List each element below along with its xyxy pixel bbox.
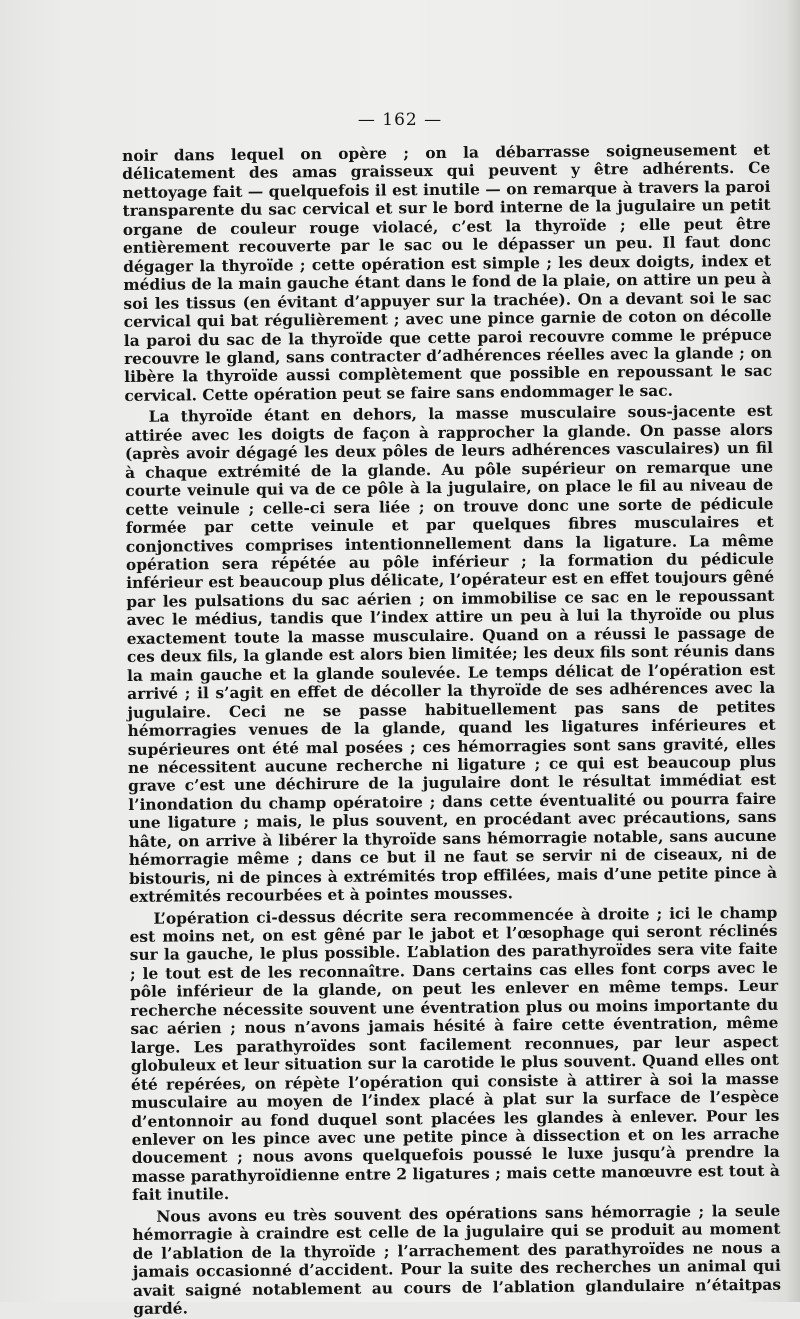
body-text bbox=[122, 141, 781, 1319]
paragraph-1: noir dans lequel on opère ; on la débarrasse soigneusement et délicatement des amas graisseux qui peuvent y être adhérents. Ce nettoyage fait — quelquefois il est inutile — on remarque à travers la paroi transparente du sac cervical et sur le bord interne de la jugulaire un petit organe de couleur rouge violacé, c’est la thyroïde ; elle peut être entièrement recouverte par le sac ou le dépasser un peu. Il faut donc dégager la thyroïde ; cette opération est simple ; les deux doigts, index et médius de la main gauche étant dans le fond de la plaie, on attire un peu à soi les tissus (en évitant d’appuyer sur la trachée). On a devant soi le sac cervical qui bat régulièrement ; avec une pince garnie de coton on décolle la paroi du sac de la thyroïde que cette paroi recouvre comme le prépuce recouvre le gland, sans contracter d’adhérences réelles avec la glande ; on libère la thyroïde aussi complètement que possible en repoussant le sac cervical. Cette opération peut se faire sans endommager le sac. bbox=[122, 140, 773, 405]
page-edge-shadow bbox=[786, 0, 800, 1302]
paragraph-4: Nous avons eu très souvent des opérations sans hémorragie ; la seule hémorragie à craindre est celle de la jugulaire qui se produit au moment de l’ablation de la thyroïde ; l’arrachement des parathyroïdes ne nous a jamais occasionné d’accident. Pour la suite des recherches un animal qui avait saigné notablement au cours de l’ablation glandulaire n’étaitpas gardé. bbox=[132, 1201, 782, 1319]
paragraph-3: L’opération ci-dessus décrite sera recommencée à droite ; ici le champ est moins net, on est gêné par le jabot et l’œsophage qui seront réclinés sur la gauche, le plus possible. L’ablation des parathyroïdes sera vite faite ; le tout est de les reconnaître. Dans certains cas elles font corps avec le pôle inférieur de la glande, on peut les enlever en même temps. Leur recherche nécessite souvent une éventration plus ou moins importante du sac aérien ; nous n’avons jamais hésité à faire cette éventration, même large. Les parathyroïdes sont facilement reconnues, par leur aspect globuleux et leur situation sur la carotide le plus souvent. Quand elles ont été repérées, on répète l’opération qui consiste à attirer à soi la masse musculaire au moyen de l’index placé à plat sur la surface de l’espèce d’entonnoir au fond duquel sont placées les glandes à enlever. Pour les enlever on les pince avec une petite pince à dissection et on les arrache doucement ; nous avons quelquefois poussé le luxe jusqu’à prendre la masse parathyroïdienne entre 2 ligatures ; mais cette manœuvre est tout à fait inutile. bbox=[129, 903, 780, 1205]
paragraph-2: La thyroïde étant en dehors, la masse musculaire sous-jacente est attirée avec les doigts de façon à rapprocher la glande. On passe alors (après avoir dégagé les deux pôles de leurs adhérences vasculaires) un fil à chaque extrémité de la glande. Au pôle supérieur on remarque une courte veinule qui va de ce pôle à la jugulaire, on place le fil au niveau de cette veinule ; celle-ci sera liée ; on trouve donc une sorte de pédicule formée par cette veinule et par quelques fibres musculaires et conjonctives comprises intentionnellement dans la ligature. La même opération sera répétée au pôle inférieur ; la formation du pédicule inférieur est beaucoup plus délicate, l’opérateur est en effet toujours gêné par les pulsations du sac aérien ; on immobilise ce sac en le repoussant avec le médius, tandis que l’index attire un peu à lui la thyroïde ou plus exactement toute la masse musculaire. Quand on a réussi le passage de ces deux fils, la glande est alors bien limitée; les deux fils sont réunis dans la main gauche et la glande soulevée. Le temps délicat de l’opération est arrivé ; il s’agit en effet de décoller la thyroïde de ses adhérences avec la jugulaire. Ceci ne se passe habituellement pas sans de petites hémorragies venues de la glande, quand les ligatures inférieures et supérieures ont été mal posées ; ces hémorragies sont sans gravité, elles ne nécessitent aucune recherche ni ligature ; ce qui est beaucoup plus grave c’est une déchirure de la jugulaire dont le résultat immédiat est l’inondation du champ opératoire ; dans cette éventualité ou pourra faire une ligature ; mais, le plus souvent, en procédant avec précautions, sans hâte, on arrive à libérer la thyroïde sans hémorragie notable, sans aucune hémorragie même ; dans ce but il ne faut se servir ni de ciseaux, ni de bistouris, ni de pinces à extrémités trop effilées, mais d’une petite pince à extrémités recourbées et à pointes mousses. bbox=[124, 402, 778, 907]
page-number: — 162 — bbox=[357, 110, 443, 130]
